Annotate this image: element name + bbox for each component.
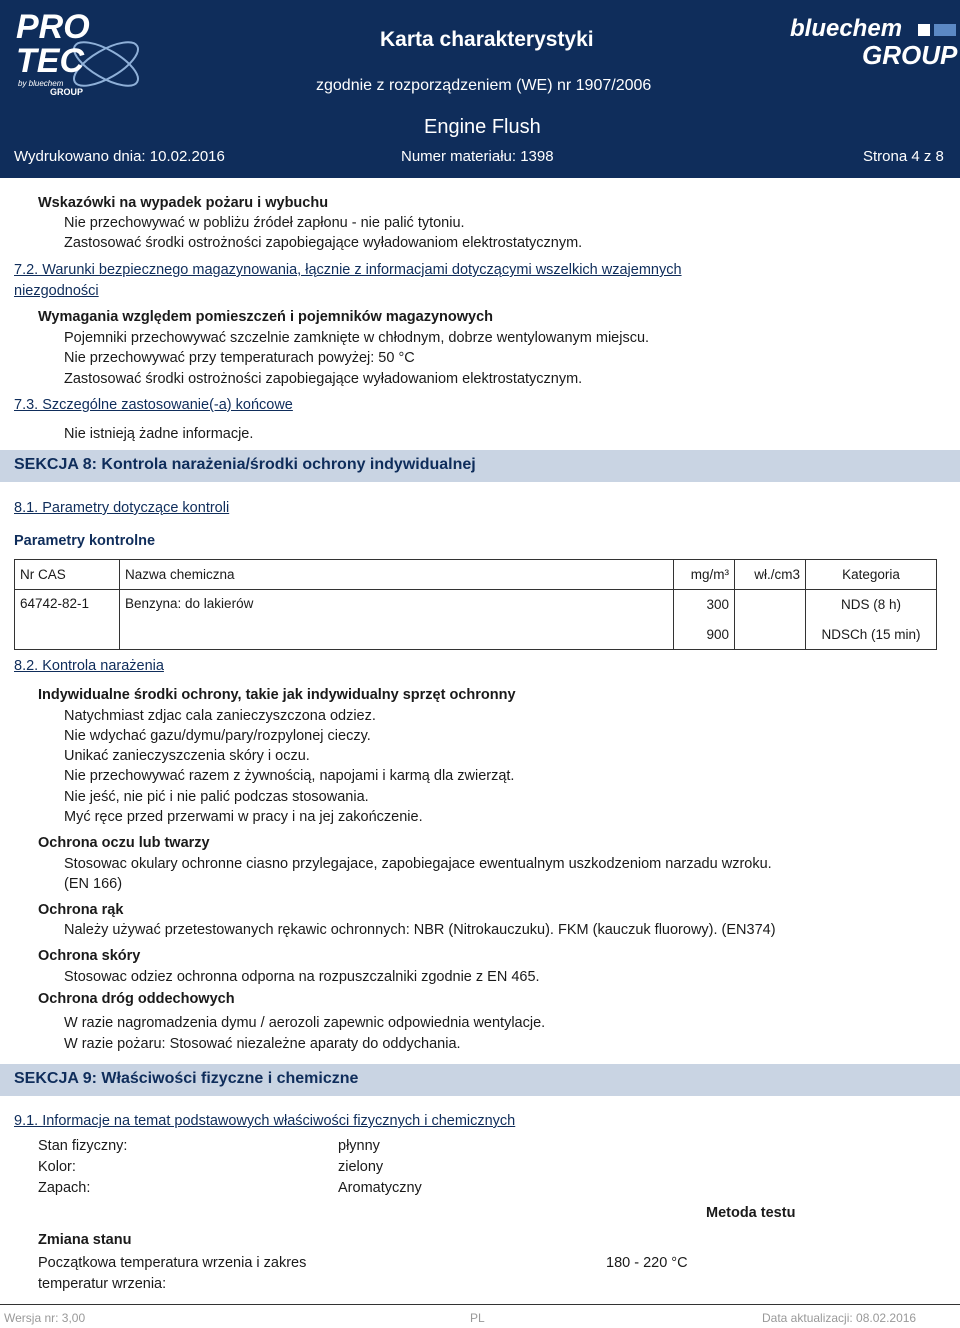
revision-date: Data aktualizacji: 08.02.2016 bbox=[762, 1311, 917, 1325]
section-9-title: SEKCJA 9: Właściwości fizyczne i chemiczne bbox=[14, 1070, 359, 1087]
cell-cas: 64742-82-1 bbox=[15, 590, 120, 650]
ppe-line: Nie jeść, nie pić i nie palić podczas stosowania. bbox=[64, 789, 369, 805]
col-header-mgm3: mg/m³ bbox=[674, 560, 735, 590]
regulation-subtitle: zgodnie z rozporządzeniem (WE) nr 1907/2006 bbox=[316, 77, 652, 94]
ppe-line: Natychmiast zdjac cala zanieczyszczona odziez. bbox=[64, 708, 376, 724]
end-use-text: Nie istnieją żadne informacje. bbox=[64, 426, 254, 442]
subsection-7-3-heading: 7.3. Szczególne zastosowanie(-a) końcowe bbox=[14, 397, 293, 413]
logo-left-line2: TEC bbox=[16, 42, 84, 80]
storage-line: Nie przechowywać przy temperaturach powyżej: 50 °C bbox=[64, 350, 415, 366]
document-header bbox=[0, 0, 960, 178]
cell-category: NDSCh (15 min) bbox=[806, 620, 937, 650]
subsection-7-2-heading-cont: niezgodności bbox=[14, 283, 99, 299]
boiling-point-value: 180 - 220 °C bbox=[606, 1255, 688, 1271]
logo-left-line1: PRO bbox=[16, 8, 90, 46]
property-value: płynny bbox=[338, 1138, 380, 1154]
respiratory-protection-line: W razie pożaru: Stosować niezależne aparaty do oddychania. bbox=[64, 1036, 461, 1052]
cell-mgm3: 300 bbox=[674, 590, 735, 620]
property-value: zielony bbox=[338, 1159, 384, 1175]
change-of-state-heading: Zmiana stanu bbox=[38, 1232, 132, 1248]
exposure-limits-table bbox=[14, 559, 937, 650]
col-header-category: Kategoria bbox=[806, 560, 937, 590]
document-footer bbox=[0, 1304, 960, 1328]
bluechem-group-logo bbox=[790, 14, 960, 70]
table-header-row bbox=[15, 560, 937, 590]
cell-chemical-name: Benzyna: do lakierów bbox=[120, 590, 674, 650]
language-code: PL bbox=[470, 1311, 485, 1325]
hand-protection-heading: Ochrona rąk bbox=[38, 902, 124, 918]
ppe-line: Nie przechowywać razem z żywnością, napojami i karmą dla zwierząt. bbox=[64, 768, 515, 784]
storage-line: Zastosować środki ostrożności zapobiegające wyładowaniom elektrostatycznym. bbox=[64, 371, 583, 387]
ppe-heading: Indywidualne środki ochrony, takie jak indywidualny sprzęt ochronny bbox=[38, 687, 516, 703]
document-title: Karta charakterystyki bbox=[380, 28, 594, 51]
col-header-name: Nazwa chemiczna bbox=[120, 560, 674, 590]
section-8-banner bbox=[0, 450, 960, 482]
logo-right-line2: GROUP bbox=[862, 40, 958, 70]
cell-ppm bbox=[735, 590, 806, 650]
property-label: Stan fizyczny: bbox=[38, 1138, 128, 1154]
skin-protection-line: Stosowac odziez ochronna odporna na rozpuszczalniki zgodnie z EN 465. bbox=[64, 969, 540, 985]
version-number: Wersja nr: 3,00 bbox=[4, 1311, 86, 1325]
product-name: Engine Flush bbox=[424, 116, 541, 138]
col-header-ppm: wł./cm3 bbox=[735, 560, 806, 590]
page-number: Strona 4 z 8 bbox=[863, 148, 944, 165]
ppe-line: Nie wdychać gazu/dymu/pary/rozpylonej cieczy. bbox=[64, 728, 371, 744]
logo-right-line1: bluechem bbox=[790, 15, 903, 42]
skin-protection-heading: Ochrona skóry bbox=[38, 948, 141, 964]
fire-line: Nie przechowywać w pobliżu źródeł zapłonu - nie palić tytoniu. bbox=[64, 215, 465, 231]
logo-left-group: GROUP bbox=[50, 87, 84, 96]
col-header-cas: Nr CAS bbox=[15, 560, 120, 590]
subsection-8-1-heading: 8.1. Parametry dotyczące kontroli bbox=[14, 500, 230, 516]
storage-heading: Wymagania względem pomieszczeń i pojemników magazynowych bbox=[38, 309, 493, 325]
table-row bbox=[15, 590, 937, 620]
print-date: Wydrukowano dnia: 10.02.2016 bbox=[14, 148, 225, 165]
boiling-point-label-cont: temperatur wrzenia: bbox=[38, 1276, 167, 1292]
protec-logo bbox=[14, 6, 144, 96]
fire-heading: Wskazówki na wypadek pożaru i wybuchu bbox=[38, 195, 329, 211]
ppe-line: Myć ręce przed przerwami w pracy i na jej zakończenie. bbox=[64, 809, 423, 825]
cell-mgm3: 900 bbox=[674, 620, 735, 650]
hand-protection-line: Należy używać przetestowanych rękawic ochronnych: NBR (Nitrokauczuku). FKM (kauczuk fluorowy). (EN374) bbox=[64, 922, 776, 938]
fire-line: Zastosować środki ostrożności zapobiegające wyładowaniom elektrostatycznym. bbox=[64, 235, 583, 251]
subsection-7-2-heading: 7.2. Warunki bezpiecznego magazynowania, łącznie z informacjami dotyczącymi wszelkich wzajemnych bbox=[14, 262, 682, 278]
respiratory-protection-line: W razie nagromadzenia dymu / aerozoli zapewnic odpowiednia wentylacje. bbox=[64, 1015, 546, 1031]
eye-protection-heading: Ochrona oczu lub twarzy bbox=[38, 835, 210, 851]
section-8-title: SEKCJA 8: Kontrola narażenia/środki ochrony indywidualnej bbox=[14, 456, 476, 473]
eye-protection-line: (EN 166) bbox=[64, 876, 123, 892]
material-number: Numer materiału: 1398 bbox=[401, 148, 554, 165]
test-method-heading: Metoda testu bbox=[706, 1205, 796, 1221]
boiling-point-label: Początkowa temperatura wrzenia i zakres bbox=[38, 1255, 307, 1271]
section-9-banner bbox=[0, 1064, 960, 1096]
property-value: Aromatyczny bbox=[338, 1180, 422, 1196]
storage-line: Pojemniki przechowywać szczelnie zamknięte w chłodnym, dobrze wentylowanym miejscu. bbox=[64, 330, 650, 346]
subsection-9-1-heading: 9.1. Informacje na temat podstawowych właściwości fizycznych i chemicznych bbox=[14, 1113, 516, 1129]
respiratory-protection-heading: Ochrona dróg oddechowych bbox=[38, 991, 235, 1007]
logo-left-byline: by bluechem bbox=[18, 79, 64, 88]
eye-protection-line: Stosowac okulary ochronne ciasno przylegajace, zapobiegajace ewentualnym uszkodzeniom narzadu wzroku. bbox=[64, 856, 772, 872]
property-label: Zapach: bbox=[38, 1180, 91, 1196]
ppe-line: Unikać zanieczyszczenia skóry i oczu. bbox=[64, 748, 310, 764]
subsection-8-2-heading: 8.2. Kontrola narażenia bbox=[14, 658, 164, 674]
cell-category: NDS (8 h) bbox=[806, 590, 937, 620]
control-params-heading: Parametry kontrolne bbox=[14, 533, 156, 549]
property-label: Kolor: bbox=[38, 1159, 76, 1175]
